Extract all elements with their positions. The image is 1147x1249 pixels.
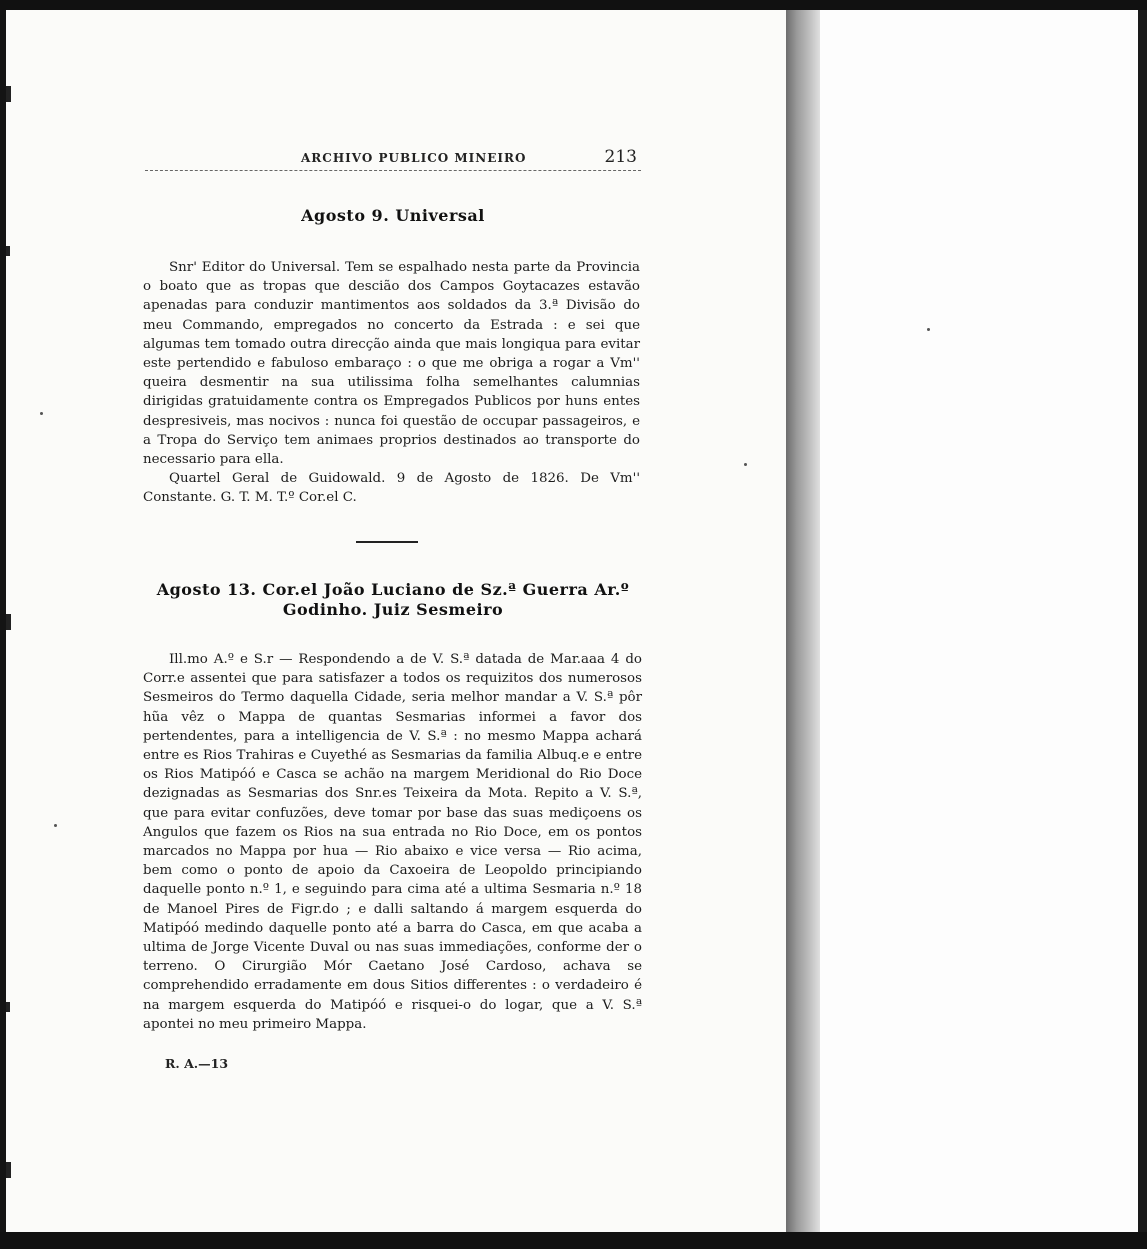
book-gutter bbox=[786, 10, 822, 1232]
scan-top-border bbox=[0, 0, 1147, 10]
running-header bbox=[145, 148, 641, 172]
paper-speck bbox=[927, 328, 930, 331]
paragraph-closing: Quartel Geral de Guidowald. 9 de Agosto de 1826. De Vm'' Constante. G. T. M. T.º Cor.el C. bbox=[143, 471, 640, 506]
letter-body-universal bbox=[143, 258, 640, 508]
letter-body-juiz-sesmeiro bbox=[143, 650, 642, 1034]
heading-line: Agosto 13. Cor.el João Luciano de Sz.ª Guerra Ar.º bbox=[156, 580, 630, 599]
page-number: 213 bbox=[604, 147, 637, 167]
section-heading-agosto-13 bbox=[140, 580, 646, 620]
section-heading-agosto-9: Agosto 9. Universal bbox=[301, 206, 485, 225]
scan-right-border bbox=[1138, 10, 1147, 1232]
paper-speck bbox=[54, 824, 57, 827]
paper-speck bbox=[744, 463, 747, 466]
section-divider bbox=[356, 541, 418, 543]
running-title: ARCHIVO PUBLICO MINEIRO bbox=[301, 151, 527, 165]
paragraph: Snr' Editor do Universal. Tem se espalhado nesta parte da Provincia o boato que as tropas que descião dos Campos Goytacazes estavão apenadas para conduzir mantimentos aos soldados da 3.ª Divisão do meu Commando, empregados no concerto da Estrada : e sei que algumas tem tomado outra direcção ainda que mais longiqua para evitar este pertendido e fabuloso embaraço : o que me obriga a rogar a Vm'' queira desmentir na sua utilissima folha semelhantes calumnias dirigidas gratuidamente contra os Empregados Publicos por huns entes despresiveis, mas nocivos : nunca foi questão de occupar passageiros, e a Tropa do Serviço tem animaes proprios destinados ao transporte do necessario para ella. bbox=[143, 260, 640, 468]
right-page bbox=[820, 10, 1138, 1232]
edge-mark bbox=[6, 1162, 11, 1178]
signature-mark: R. A.—13 bbox=[165, 1056, 229, 1071]
left-page bbox=[6, 10, 792, 1232]
scan-bottom-border bbox=[0, 1232, 1147, 1249]
heading-line: Godinho. Juiz Sesmeiro bbox=[282, 600, 504, 619]
paper-speck bbox=[40, 412, 43, 415]
edge-mark bbox=[6, 614, 11, 630]
edge-mark bbox=[6, 86, 11, 102]
header-rule bbox=[145, 170, 641, 171]
edge-mark bbox=[6, 246, 10, 256]
paragraph: Ill.mo A.º e S.r — Respondendo a de V. S.ª datada de Mar.aaa 4 do Corr.e assentei que para satisfazer a todos os requizitos dos numerosos Sesmeiros do Termo daquella Cidade, seria melhor mandar a V. S.ª pôr hũa vêz o Mappa de quantas Sesmarias informei a favor dos pertendentes, para a intelligencia de V. S.ª : no mesmo Mappa achará entre es Rios Trahiras e Cuyethé as Sesmarias da familia Albuq.e e entre os Rios Matipóó e Casca se achão na margem Meridional do Rio Doce dezignadas as Sesmarias dos Snr.es Teixeira da Mota. Repito a V. S.ª, que para evitar confuzões, deve tomar por base das suas mediçoens os Angulos que fazem os Rios na sua entrada no Rio Doce, em os pontos marcados no Mappa por hua — Rio abaixo e vice versa — Rio acima, bem como o ponto de apoio da Caxoeira de Leopoldo principiando daquelle ponto n.º 1, e seguindo para cima até a ultima Sesmaria n.º 18 de Manoel Pires de Figr.do ; e dalli saltando á margem esquerda do Matipóó medindo daquelle ponto até a barra do Casca, em que acaba a ultima de Jorge Vicente Duval ou nas suas immediações, conforme der o terreno. O Cirurgião Mór Caetano José Cardoso, achava se comprehendido erradamente em dous Sitios differentes : o verdadeiro é na margem esquerda do Matipóó e risquei-o do logar, que a V. S.ª apontei no meu primeiro Mappa. bbox=[143, 652, 642, 1032]
edge-mark bbox=[6, 1002, 10, 1012]
